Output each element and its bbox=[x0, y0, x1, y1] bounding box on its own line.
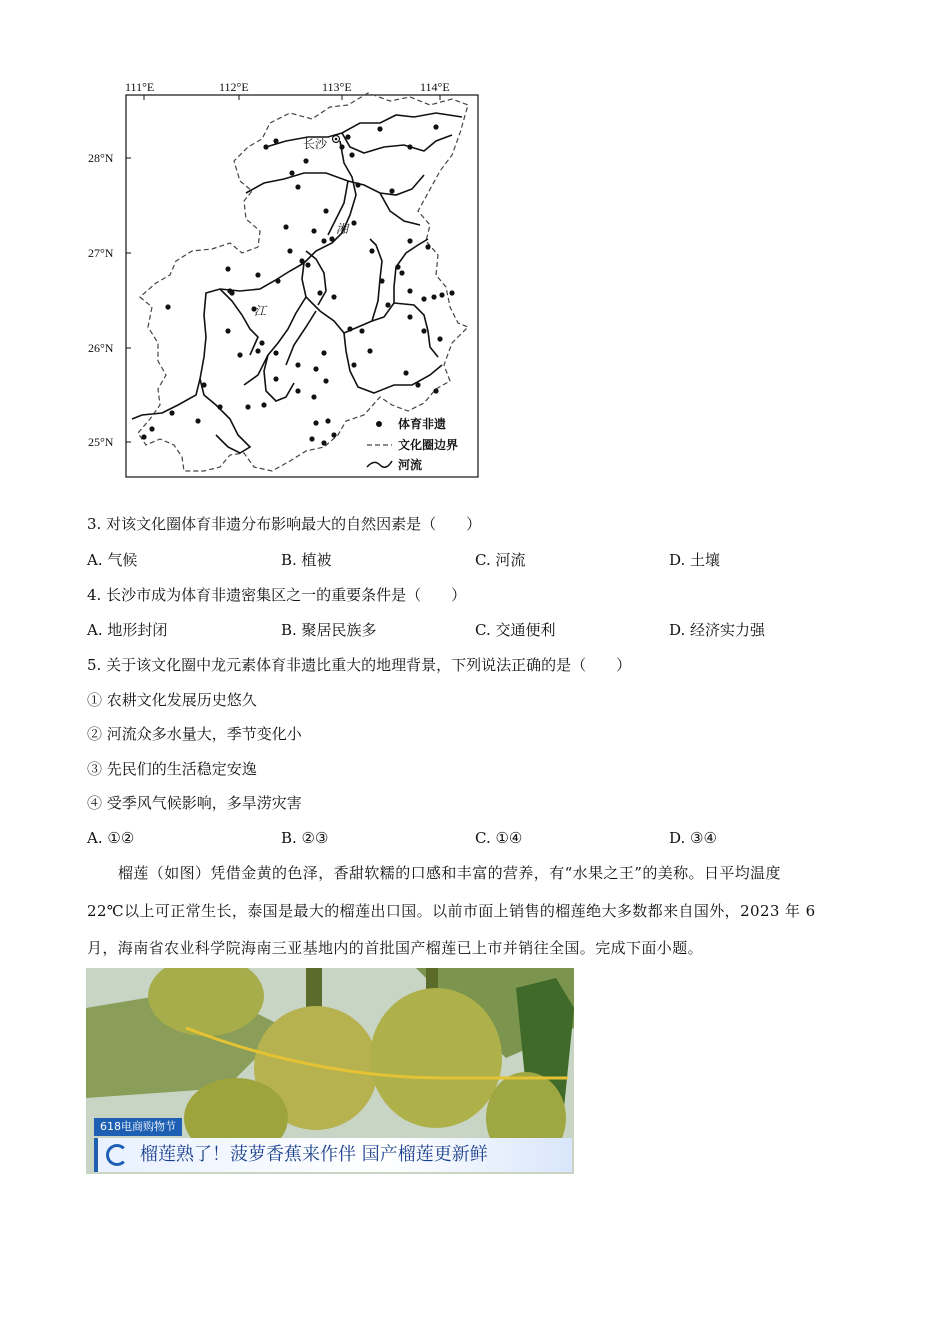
map-legend bbox=[367, 416, 458, 472]
q5-statement-3: ③ 先民们的生活稳定安逸 bbox=[87, 760, 257, 778]
q5-option-a[interactable]: A. ①② bbox=[87, 829, 135, 847]
lon-label: 111°E bbox=[125, 80, 155, 94]
heritage-points bbox=[141, 124, 454, 445]
q4-option-a[interactable]: A. 地形封闭 bbox=[87, 621, 168, 639]
lon-label: 112°E bbox=[219, 80, 249, 94]
q3-option-d[interactable]: D. 土壤 bbox=[669, 551, 721, 569]
q5-statement-2: ② 河流众多水量大，季节变化小 bbox=[87, 725, 302, 743]
question-4-stem: 4. 长沙市成为体育非遗密集区之一的重要条件是（ ） bbox=[87, 586, 467, 604]
hunan-culture-map bbox=[80, 75, 490, 485]
q3-option-a[interactable]: A. 气候 bbox=[87, 551, 138, 569]
q3-option-c[interactable]: C. 河流 bbox=[475, 551, 526, 569]
question-3-stem: 3. 对该文化圈体育非遗分布影响最大的自然因素是（ ） bbox=[87, 515, 482, 533]
q5-statement-4: ④ 受季风气候影响，多旱涝灾害 bbox=[87, 794, 302, 812]
lat-label: 26°N bbox=[88, 341, 114, 355]
q4-option-b[interactable]: B. 聚居民族多 bbox=[281, 621, 377, 639]
passage-line-2: 22℃以上可正常生长，泰国是最大的榴莲出口国。以前市面上销售的榴莲绝大多数都来自国外，2023 年 6 bbox=[87, 902, 816, 920]
legend-boundary: 文化圈边界 bbox=[398, 438, 459, 452]
lat-label: 25°N bbox=[88, 435, 114, 449]
passage-line-3: 月，海南省农业科学院海南三亚基地内的首批国产榴莲已上市并销往全国。完成下面小题。 bbox=[87, 939, 704, 957]
lon-label: 114°E bbox=[420, 80, 450, 94]
news-caption-bar bbox=[94, 1138, 572, 1172]
q3-option-b[interactable]: B. 植被 bbox=[281, 551, 332, 569]
lat-label: 28°N bbox=[88, 151, 114, 165]
legend-dot-icon bbox=[376, 421, 382, 427]
q5-statement-1: ① 农耕文化发展历史悠久 bbox=[87, 691, 257, 709]
river-label-xiang: 湘 bbox=[336, 222, 349, 236]
legend-heritage: 体育非遗 bbox=[398, 417, 447, 431]
rivers bbox=[132, 113, 462, 453]
q5-option-b[interactable]: B. ②③ bbox=[281, 829, 329, 847]
cctv-logo-icon bbox=[106, 1144, 128, 1166]
question-5-stem: 5. 关于该文化圈中龙元素体育非遗比重大的地理背景，下列说法正确的是（ ） bbox=[87, 656, 632, 674]
lat-label: 27°N bbox=[88, 246, 114, 260]
map-figure bbox=[80, 75, 490, 485]
q5-option-d[interactable]: D. ③④ bbox=[669, 829, 717, 847]
legend-river: 河流 bbox=[398, 458, 423, 472]
passage-line-1: 榴莲（如图）凭借金黄的色泽，香甜软糯的口感和丰富的营养，有“水果之王”的美称。日平均温度 bbox=[118, 864, 781, 882]
q4-option-c[interactable]: C. 交通便利 bbox=[475, 621, 556, 639]
lon-label: 113°E bbox=[322, 80, 352, 94]
city-label-changsha: 长沙 bbox=[303, 137, 328, 151]
q5-option-c[interactable]: C. ①④ bbox=[475, 829, 523, 847]
durian-photo bbox=[86, 968, 574, 1174]
news-tag: 618电商购物节 bbox=[94, 1118, 182, 1136]
q4-option-d[interactable]: D. 经济实力强 bbox=[669, 621, 766, 639]
legend-river-icon bbox=[367, 461, 392, 467]
river-label-jiang: 江 bbox=[254, 304, 267, 318]
news-caption: 榴莲熟了！菠萝香蕉来作伴 国产榴莲更新鲜 bbox=[140, 1144, 488, 1165]
